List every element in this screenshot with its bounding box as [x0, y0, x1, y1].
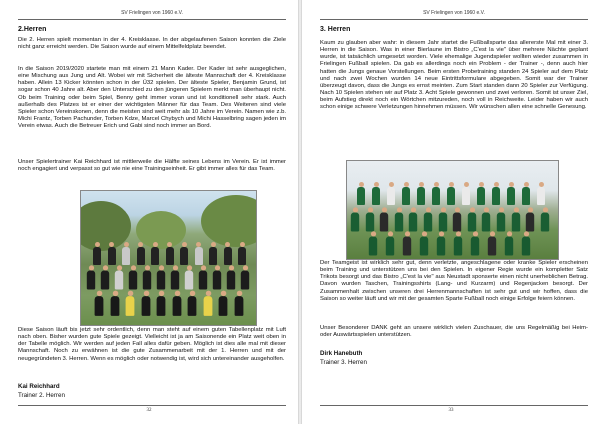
player-figure [454, 237, 462, 256]
player-figure [420, 237, 428, 256]
player-figure [171, 271, 179, 290]
header-rule [18, 19, 286, 20]
player-figure [395, 213, 403, 232]
footer-rule [320, 405, 588, 406]
page-number: 33 [448, 408, 454, 413]
player-figure [511, 213, 519, 232]
player-figure [541, 213, 549, 232]
author-name: Kai Reichhard [18, 383, 60, 390]
player-figure [101, 271, 109, 290]
player-figure [372, 187, 380, 205]
player-figure [227, 271, 235, 290]
player-figure [241, 271, 249, 290]
player-figure [468, 213, 476, 232]
player-figure [126, 296, 135, 316]
player-figure [185, 271, 193, 290]
player-figure [403, 237, 411, 256]
player-figure [492, 187, 500, 205]
player-figure [224, 247, 232, 265]
tree [136, 211, 186, 249]
player-figure [471, 237, 479, 256]
player-figure [93, 247, 101, 265]
player-figure [482, 213, 490, 232]
section-heading: 3. Herren [320, 26, 351, 33]
player-figure [437, 237, 445, 256]
player-figure [180, 247, 188, 265]
player-figure [447, 187, 455, 205]
player-figure [357, 187, 365, 205]
paragraph: In die Saison 2019/2020 startete man mit einem 21 Mann Kader. Der Kader ist sehr ausgeglichen, eine Mischung aus Jung und Alt. Wobei wir mit Sicherheit die älteste Mannschaft der 4. Kreisklasse haben. Allein 13 Kicker könnten schon in der Ü32 spielen. Der älteste Spieler, Benjamin Grund, ist sogar schon 40 Jahre alt. Aber den Unterschied zu den jüngeren Spielern merkt man überhaupt nicht. Ob beim Training oder beim Spiel, Benny geht immer voran und ist konditionell sehr stark. Auch außerhalb des Platzes ist er einer der wichtigsten Männer für das Team. Des Weiteren sind viele Spieler schon Vereinskonen, denn die meisten sind weit mehr als 10 Jahre im Verein. Namen wie z.b. Michi Frantz, Torben Pachunder, Torben Kdze, Marcel Chybych und Michi Hasselbring sagen jeden im Verein etwas. Auch die Betreuer Erich und Gabi sind noch immer an Bord. [18, 66, 286, 130]
player-figure [369, 237, 377, 256]
player-figure [195, 247, 203, 265]
right-page [302, 0, 600, 424]
player-figure [115, 271, 123, 290]
player-figure [157, 271, 165, 290]
player-figure [110, 296, 119, 316]
player-figure [137, 247, 145, 265]
player-figure [166, 247, 174, 265]
paragraph: Unser Besonderer DANK geht an unsere wirklich vielen Zuschauer, die uns Regelmäßig bei Heim- oder Auswärtsspielen unterstützen. [320, 325, 588, 339]
player-figure [151, 247, 159, 265]
section-heading: 2.Herren [18, 26, 47, 33]
player-figure [108, 247, 116, 265]
tree [201, 195, 257, 247]
running-head: SV Frielingen von 1960 e.V. [423, 10, 485, 16]
player-figure [402, 187, 410, 205]
paragraph: Kaum zu glauben aber wahr: in diesem Jahr startet die Fußballsparte das allererste Mal mit einer 3. Herren in die Saison. Was in einer Bierlaune im Bistro „C'est la vie" über mehrere Nächte geplant wurde, ist tatsächlich umgesetzt worden. Viele ehemalige Jugendspieler wollten wieder zusammen in Frielingen Fußball spielen. Da gab es allerdings noch ein Problem - der Trainer -, denn auch hier hatten die Jungs genaue Vorstellungen. Beim ersten Probetraining standen 24 Spieler auf dem Platz und nach zwei Wochen wurden 14 neue Eintrittsformulare abgegeben. Somit war der Trainer überzeugt davon, dass die Jungs es ernst meinten. Zum Start standen dann 20 Spieler zur Verfügung. Nach 10 Spielen stehen wir auf Platz 3. Acht Spiele gewonnen und zwei verloren. Somit ist unser Ziel, beim Aufstieg direkt noch ein Wörtchen mitzureden, noch voll in Reichweite. Leider haben wir auch schon einige schwere Verletzungen hinnehmen müssen. Wir wünschen allen eine schnelle Genesung. [320, 40, 588, 111]
paragraph: Unser Spielertrainer Kai Reichhard ist mittlerweile die Hälfte seines Lebens im Verein. Er ist immer noch engagiert und verpasst so gut wie nie eine Trainingseinheit. Er gibt immer alles für das Team. [18, 159, 286, 173]
player-figure [386, 237, 394, 256]
author-role: Trainer 3. Herren [320, 359, 367, 366]
player-figure [351, 213, 359, 232]
player-figure [188, 296, 197, 316]
player-figure [409, 213, 417, 232]
author-name: Dirk Hanebuth [320, 350, 363, 357]
player-figure [477, 187, 485, 205]
player-figure [213, 271, 221, 290]
paragraph: Die 2. Herren spielt momentan in der 4. Kreisklasse. In der abgelaufenen Saison konnten die Ziele nicht ganz erreicht werden. Die Saison wurde auf einem Mittelfeldplatz beendet. [18, 37, 286, 51]
player-figure [365, 213, 373, 232]
paragraph: Diese Saison läuft bis jetzt sehr ordentlich, denn man steht auf einem guten Tabellenplatz mit Luft nach oben. Bisher wurden gute Spiele gezeigt. Vielleicht ist ja am Saisonende ein Platz weit oben in der Tabelle möglich. Wir werden auf jeden Fall alles dafür geben. Möglich ist dies alle mal mit dieser Mannschaft. Noch zu erwähnen ist die gute Zusammenarbeit mit der 1. Herren und mit der neugegründeten 3. Herren. Wenn es möglich oder notwendig ist, wird sich untereinander ausgeholfen. [18, 327, 286, 362]
player-figure [417, 187, 425, 205]
player-figure [424, 213, 432, 232]
player-figure [526, 213, 534, 232]
player-figure [380, 213, 388, 232]
paragraph: Der Teamgeist ist wirklich sehr gut, denn verletzte, angeschlagene oder kranke Spieler erscheinen beim Training und unterstützen uns bei den Spielen. In eigener Regie wurde ein kompletter Satz Trikots besorgt und das Bistro „C'est la vie" aus Neustadt sponserte einen nicht unerheblichen Betrag. Davon wurden Taschen, Trainingsshirts (Lang- und Kurzarm) und Regenjacken besorgt. Der Zusammenhalt zwischen unseren drei Herrenmannschaften ist sehr gut und wir hoffen, dass die Saison so weiter läuft und wir mit der gesamten Sparte Fußball noch einige Erfolge feiern können. [320, 260, 588, 302]
player-figure [209, 247, 217, 265]
player-figure [432, 187, 440, 205]
page-number: 32 [146, 408, 152, 413]
player-figure [537, 187, 545, 205]
player-figure [87, 271, 95, 290]
header-rule [320, 19, 588, 20]
player-figure [157, 296, 166, 316]
player-figure [172, 296, 181, 316]
player-figure [507, 187, 515, 205]
player-figure [95, 296, 104, 316]
player-figure [141, 296, 150, 316]
player-figure [522, 187, 530, 205]
player-figure [497, 213, 505, 232]
player-figure [453, 213, 461, 232]
footer-rule [18, 405, 286, 406]
left-page [0, 0, 298, 424]
player-figure [129, 271, 137, 290]
player-figure [238, 247, 246, 265]
player-figure [505, 237, 513, 256]
player-figure [122, 247, 130, 265]
running-head: SV Frielingen von 1960 e.V. [121, 10, 183, 16]
player-figure [219, 296, 228, 316]
player-figure [488, 237, 496, 256]
player-figure [203, 296, 212, 316]
player-figure [143, 271, 151, 290]
player-figure [199, 271, 207, 290]
player-figure [462, 187, 470, 205]
player-figure [234, 296, 243, 316]
team-photo [80, 190, 257, 326]
author-role: Trainer 2. Herren [18, 392, 65, 399]
player-figure [522, 237, 530, 256]
player-figure [438, 213, 446, 232]
team-photo [346, 160, 559, 260]
player-figure [387, 187, 395, 205]
